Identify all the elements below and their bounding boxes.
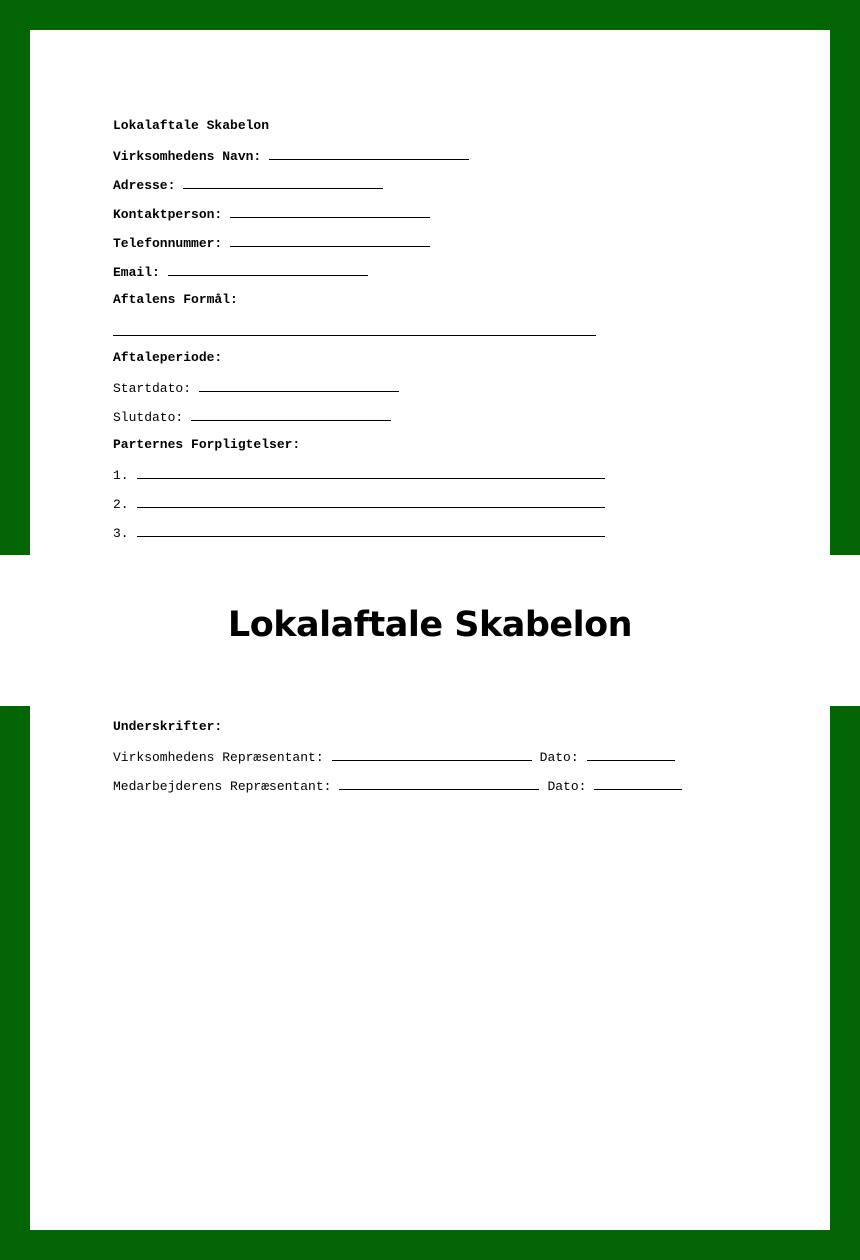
obligation-item: [113, 523, 753, 552]
purpose-line: [113, 320, 753, 349]
signature-line[interactable]: [339, 776, 539, 790]
blank-line[interactable]: [137, 494, 605, 508]
field-contact-person: [113, 204, 753, 233]
title-banner: [0, 555, 860, 706]
blank-line[interactable]: [113, 322, 596, 336]
blank-line[interactable]: [199, 378, 399, 392]
blank-line[interactable]: [183, 175, 383, 189]
signature-row: [113, 747, 753, 776]
blank-line[interactable]: [230, 204, 430, 218]
field-start-date: [113, 378, 753, 407]
document-heading: Lokalaftale Skabelon: [113, 118, 270, 133]
date-label: Dato:: [547, 779, 587, 794]
obligation-item: [113, 494, 753, 523]
date-line[interactable]: [594, 776, 682, 790]
field-label: Slutdato:: [113, 410, 184, 425]
signatures-section: [113, 718, 753, 805]
field-label: Startdato:: [113, 381, 192, 396]
signature-label: Virksomhedens Repræsentant:: [113, 750, 324, 765]
obligation-number: 2.: [113, 497, 129, 512]
field-label: Telefonnummer:: [113, 236, 223, 251]
blank-line[interactable]: [168, 262, 368, 276]
signature-row: [113, 776, 753, 805]
signature-line[interactable]: [332, 747, 532, 761]
signature-label: Medarbejderens Repræsentant:: [113, 779, 332, 794]
purpose-heading: Aftalens Formål:: [113, 292, 238, 307]
field-label: Email:: [113, 265, 160, 280]
field-label: Kontaktperson:: [113, 207, 223, 222]
blank-line[interactable]: [191, 407, 391, 421]
field-address: [113, 175, 753, 204]
field-end-date: [113, 407, 753, 436]
obligations-heading: Parternes Forpligtelser:: [113, 437, 301, 452]
blank-line[interactable]: [230, 233, 430, 247]
date-line[interactable]: [587, 747, 675, 761]
blank-line[interactable]: [269, 146, 469, 160]
obligation-item: [113, 465, 753, 494]
obligation-number: 3.: [113, 526, 129, 541]
obligation-number: 1.: [113, 468, 129, 483]
blank-line[interactable]: [137, 523, 605, 537]
banner-title: Lokalaftale Skabelon: [227, 604, 633, 645]
field-phone: [113, 233, 753, 262]
field-email: [113, 262, 753, 291]
field-label: Virksomhedens Navn:: [113, 149, 262, 164]
document-body: [113, 117, 753, 552]
field-company-name: [113, 146, 753, 175]
signatures-heading: Underskrifter:: [113, 719, 223, 734]
field-label: Adresse:: [113, 178, 176, 193]
date-label: Dato:: [539, 750, 579, 765]
blank-line[interactable]: [137, 465, 605, 479]
period-heading: Aftaleperiode:: [113, 350, 223, 365]
